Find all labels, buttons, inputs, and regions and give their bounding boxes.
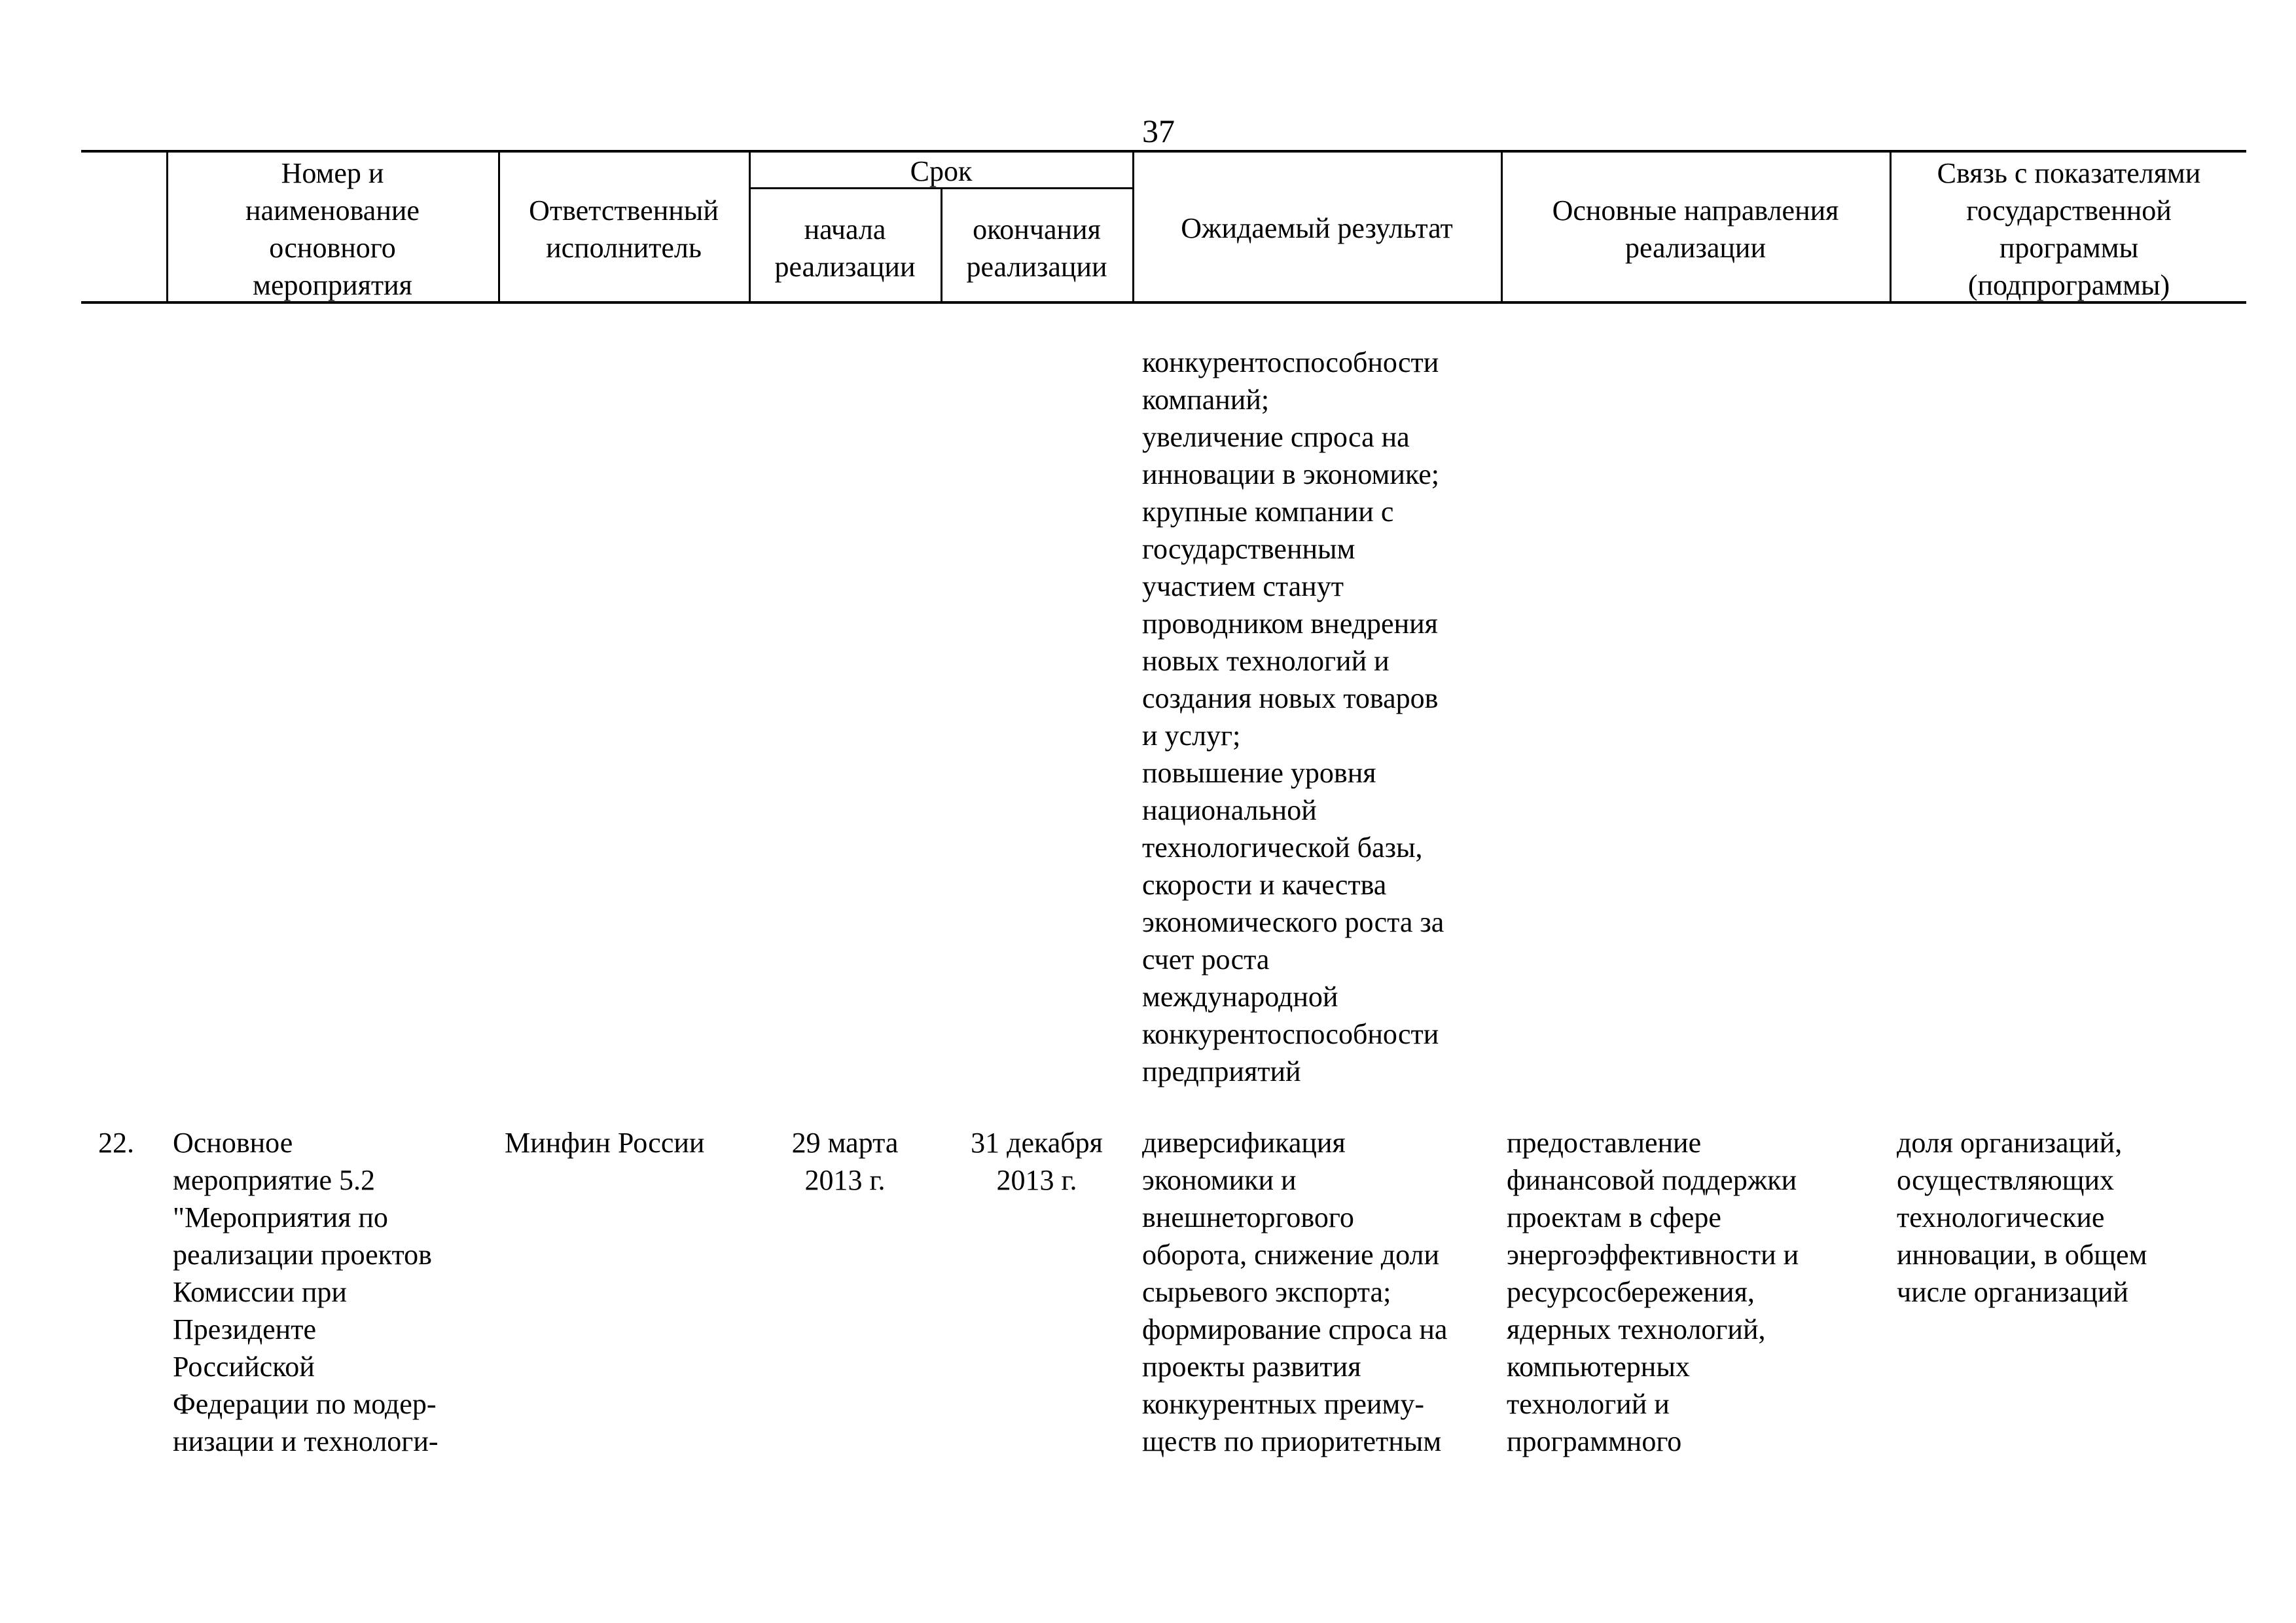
header-result: Ожидаемый результат [1181, 212, 1453, 244]
row-number: 22. [98, 1127, 134, 1159]
header-divider-2 [498, 150, 500, 304]
row-expected-result: диверсификация экономики и внешнеторгового оборота, снижение доли сырьевого экспорта; формирование спроса на проекты развития конкурентных преиму- ществ по приоритетным [1142, 1127, 1448, 1457]
header-divider-6 [1501, 150, 1503, 304]
header-executor: Ответственный исполнитель [529, 194, 719, 264]
header-divider-1 [166, 150, 168, 304]
header-end: окончания реализации [966, 213, 1107, 283]
row-start-date: 29 марта 2013 г. [791, 1127, 899, 1196]
row-indicators: доля организаций, осуществляющих технологические инновации, в общем числе организаций [1897, 1127, 2147, 1308]
header-divider-5 [1132, 150, 1134, 304]
row-executor: Минфин России [505, 1127, 705, 1159]
row-directions: предоставление финансовой поддержки проектам в сфере энергоэффективности и ресурсосбережения, ядерных технологий, компьютерных технологий и программного [1507, 1127, 1799, 1457]
header-indicators: Связь с показателями государственной программы (подпрограммы) [1937, 157, 2201, 301]
header-divider-4 [941, 187, 942, 304]
table-top-rule [81, 150, 2246, 153]
header-divider-7 [1890, 150, 1892, 304]
page-number: 37 [1142, 113, 1175, 149]
row-end-date: 31 декабря 2013 г. [971, 1127, 1103, 1196]
header-start: начала реализации [774, 213, 916, 283]
header-term: Срок [910, 155, 973, 187]
header-divider-3 [749, 150, 751, 304]
header-name: Номер и наименование основного мероприятия [245, 157, 420, 301]
result-continuation: конкурентоспособности компаний; увеличение спроса на инновации в экономике; крупные компании с государственным участием станут проводником внедрения новых технологий и создания новых товаров и услуг; повышение уровня национальной технологической базы, скорости и качества экономического роста за счет роста международной конкурентоспособности предприятий [1142, 346, 1444, 1087]
header-directions: Основные направления реализации [1552, 194, 1839, 264]
row-activity-name: Основное мероприятие 5.2 "Мероприятия по реализации проектов Комиссии при Президенте Российской Федерации по модер- низации и технологи- [173, 1127, 439, 1457]
